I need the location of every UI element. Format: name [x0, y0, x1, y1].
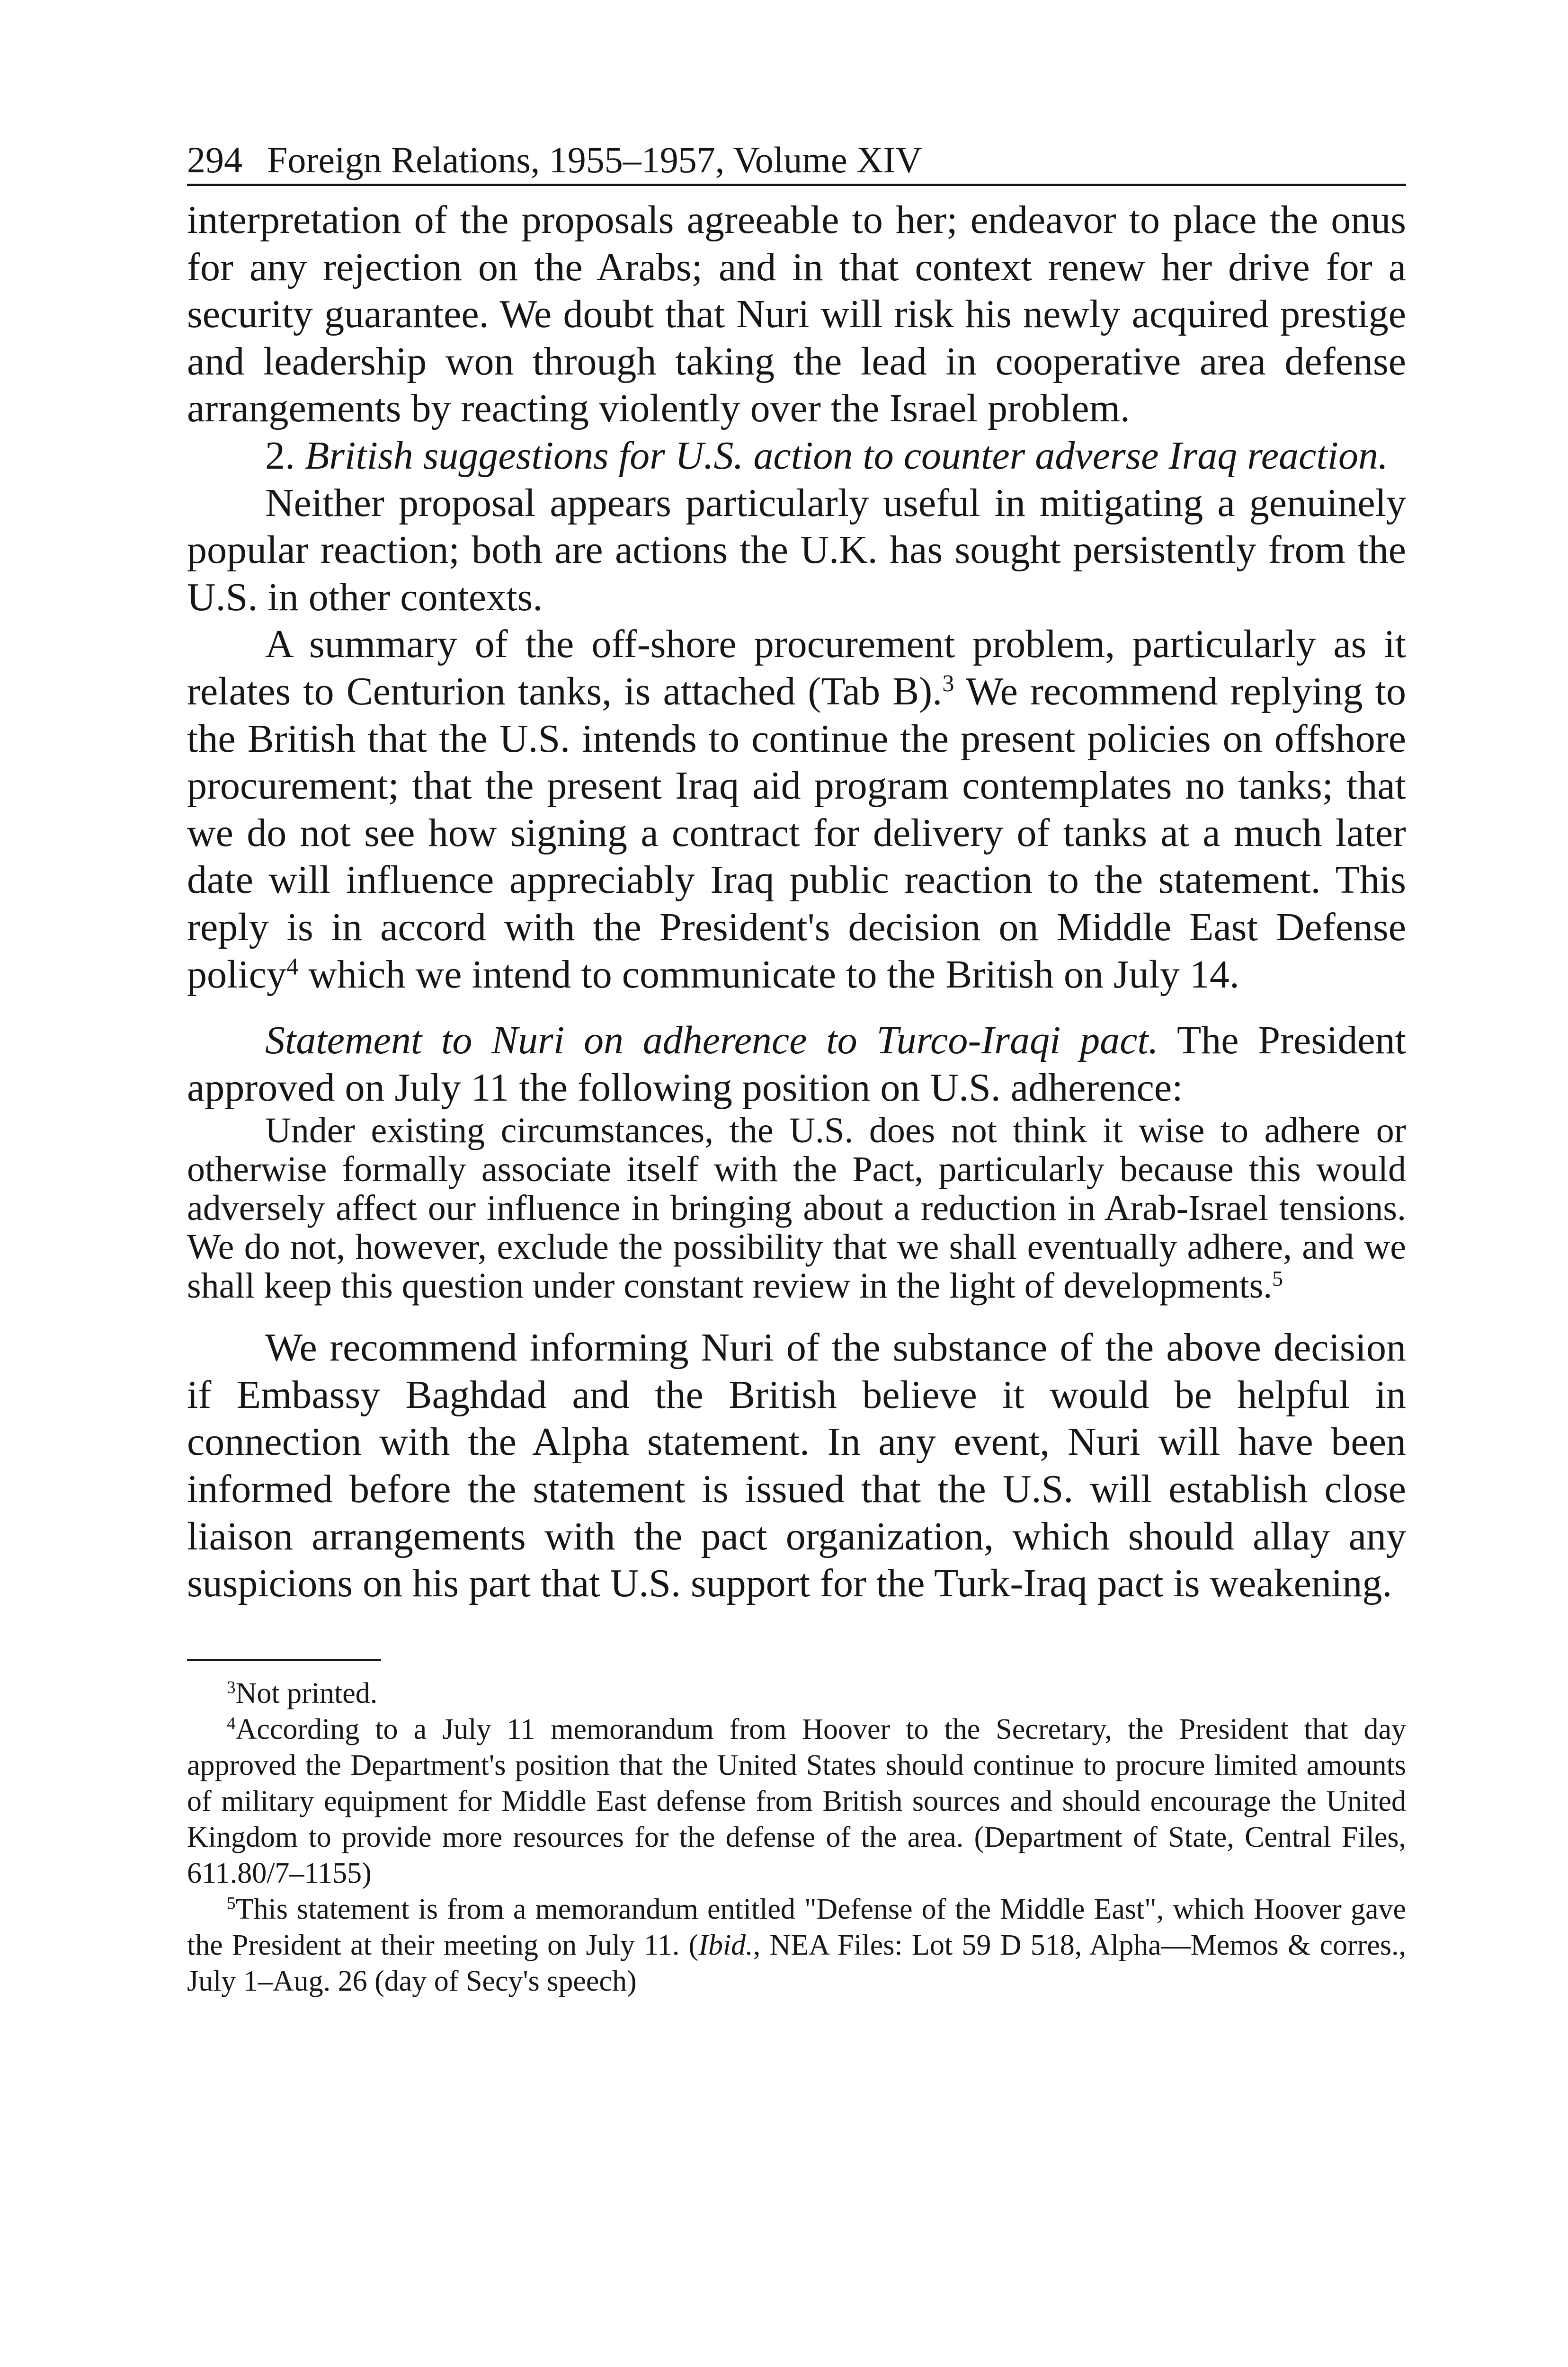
item-2-heading: [187, 432, 1406, 480]
footnote-5-number: 5: [227, 1894, 236, 1913]
footnote-5: [187, 1891, 1406, 1999]
block-quote: [187, 1111, 1406, 1305]
paragraph-offshore-text-a: A summary of the off-shore procurement problem, particularly as it relates to Centurion tanks, is attached (Tab B).: [187, 622, 1406, 713]
footnote-5-text-b: , NEA Files: Lot 59 D 518, Alpha—Memos & corres., July 1–Aug. 26 (day of Secy's speech): [187, 1929, 1406, 1997]
page-number: 294: [187, 139, 242, 180]
running-header: [187, 137, 1406, 186]
paragraph-offshore-text-b: We recommend replying to the British that the U.S. intends to continue the present policies on offshore procurement; that the present Iraq aid program contemplates no tanks; that we do not see how signing a contract for delivery of tanks at a much later date will influence appreciably Iraq public reaction to the statement. This reply is in accord with the President's decision on Middle East Defense policy: [187, 669, 1406, 997]
footnote-5-text-a: This statement is from a memorandum entitled "Defense of the Middle East", which Hoover gave the President at their meeting on July 11. (: [187, 1893, 1406, 1961]
footnote-ref-4: 4: [286, 952, 299, 979]
footnote-3-number: 3: [227, 1678, 236, 1698]
footnote-3-text: Not printed.: [235, 1677, 378, 1709]
footnote-3: [187, 1675, 1406, 1711]
running-title: Foreign Relations, 1955–1957, Volume XIV: [267, 139, 922, 180]
footnote-rule: [187, 1659, 381, 1661]
footnote-4-text: According to a July 11 memorandum from Hoover to the Secretary, the President that day approved the Department's position that the United States should continue to procure limited amounts of military equipment for Middle East defense from British sources and should encourage the United Kingdom to provide more resources for the defense of the area. (Department of State, Central Files, 611.80/7–1155): [187, 1713, 1406, 1889]
item-2-number: 2.: [265, 433, 295, 478]
statement-text: The President approved on July 11 the following position on U.S. adherence:: [187, 1018, 1406, 1110]
footnote-4-number: 4: [227, 1714, 236, 1734]
footnote-ref-3: 3: [942, 670, 954, 697]
document-page: [187, 137, 1406, 1999]
paragraph-recommendation: We recommend informing Nuri of the substance of the above decision if Embassy Baghdad and the British believe it would be helpful in connection with the Alpha statement. In any event, Nuri will have been informed before the statement is issued that the U.S. will establish close liaison arrangements with the pact organization, which should allay any suspicions on his part that U.S. support for the Turk-Iraq pact is weakening.: [187, 1326, 1406, 1606]
footnote-5-ibid: Ibid.: [698, 1929, 753, 1961]
body-text: [187, 196, 1406, 1607]
block-quote-text: Under existing circumstances, the U.S. does not think it wise to adhere or otherwise formally associate itself with the Pact, particularly because this would adversely affect our influence in bringing about a reduction in Arab-Israel tensions. We do not, however, exclude the possibility that we shall eventually adhere, and we shall keep this question under constant review in the light of developments.: [187, 1111, 1406, 1306]
statement-heading: Statement to Nuri on adherence to Turco-Iraqi pact.: [265, 1018, 1158, 1063]
footnotes: [187, 1675, 1406, 1999]
paragraph-statement-to-nuri: [187, 1017, 1406, 1111]
paragraph-offshore-procurement: [187, 621, 1406, 998]
footnote-ref-5: 5: [1272, 1266, 1283, 1291]
item-2-title: British suggestions for U.S. action to counter adverse Iraq reaction.: [305, 433, 1389, 478]
paragraph-continuation: interpretation of the proposals agreeable to her; endeavor to place the onus for any rejection on the Arabs; and in that context renew her drive for a security guarantee. We doubt that Nuri will risk his newly acquired prestige and leadership won through taking the lead in cooperative area defense arrangements by reacting violently over the Israel problem.: [187, 198, 1406, 431]
paragraph-neither-proposal: Neither proposal appears particularly useful in mitigating a genuinely popular reaction; both are actions the U.K. has sought persistently from the U.S. in other contexts.: [187, 481, 1406, 619]
paragraph-offshore-text-c: which we intend to communicate to the British on July 14.: [298, 952, 1239, 997]
footnote-4: [187, 1711, 1406, 1891]
